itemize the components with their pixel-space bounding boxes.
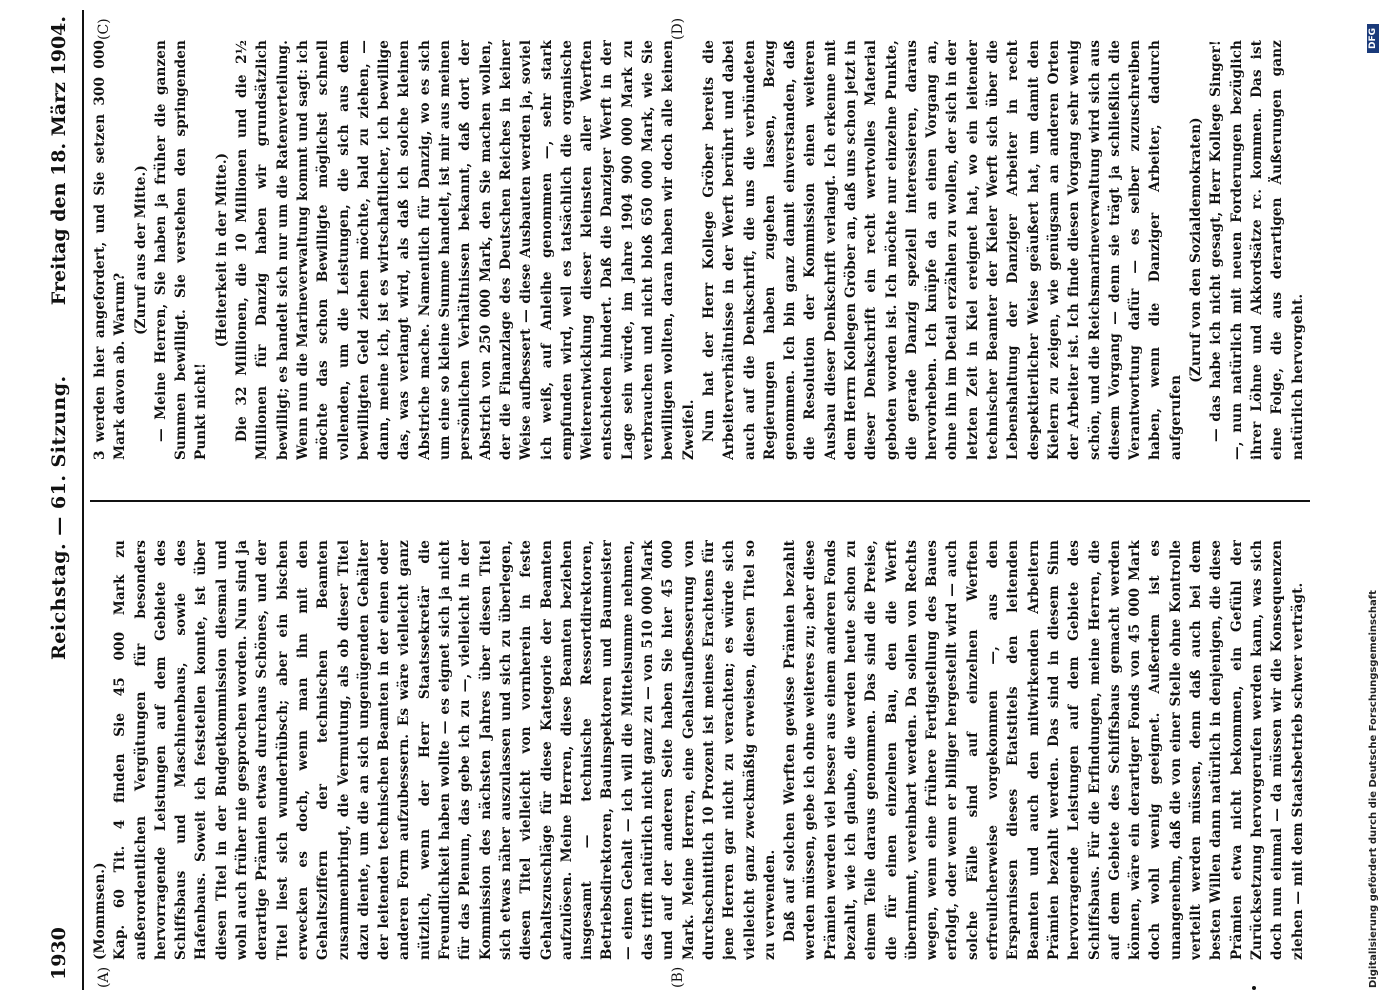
page-header [48,10,78,990]
dfg-logo: DFG [1367,24,1379,53]
interjection: (Zuruf von den Sozialdemokraten) [1188,117,1205,383]
paragraph: Daß auf solchen Werften gewisse Prämien bezahlt werden müssen, gebe ich ohne weiteres zu; aber diese Prämien werden viel besser aus einem anderen Fonds bezahlt, wie ich glaube, die werden heute schon zu einem Teile daraus genommen. Das sind die Preise, die für einen einzelnen Bau, den die Werft übernimmt, vereinbart werden. Da sollen von Rechts wegen, wenn eine frühere Fertigstellung des Baues erfolgt, oder wenn er billiger hergestellt wird — auch solche Fälle sind auf einzelnen Werften erfreulicherweise vorgekommen —, aus den Ersparnissen dieses Etatstitels den leitenden Beamten und auch den mitwirkenden Arbeitern Prämien bezahlt werden. Das sind in diesem Sinn hervorragende Leistungen auf dem Gebiete des Schiffsbaus. Für die Erfindungen, meine Herren, die auf dem Gebiete des Schiffsbaus gemacht werden können, wäre ein derartiger Fonds von 45 000 Mark doch wohl wenig geeignet. Außerdem ist es unangenehm, daß die von einer Stelle ohne Kontrolle verteilt werden müssen, denn daß auch bei dem besten Willen dann natürlich in denjenigen, die diese Prämien etwa nicht bekommen, ein Gefühl der Zurücksetzung hervorgerufen werden kann, was sich doch nun einmal — da müssen wir die Konsequenzen ziehen — mit dem Staatsbetrieb schwer verträgt. [782,540,1306,960]
digitization-credit [1368,8,1382,988]
paragraph: Die 32 Millionen, die 10 Millionen und die 2½ Millionen für Danzig haben wir grundsätzlich bewilligt; es handelt sich nur um die Ratenverteilung. Wenn nun die Marineverwaltung kommt und sagt: ich möchte das schon Bewilligte möglichst schnell vollenden, um die Leistungen, die sich aus dem bewilligten Geld ziehen möchte, bald zu ziehen, — dann, meine ich, ist es wirtschaftlicher, ich bewillige das, was verlangt wird, als daß ich solche kleinen Abstriche mache. Namentlich für Danzig, wo es sich um eine so kleine Summe handelt, ist mir aus meinen persönlichen Verhältnissen bekannt, daß dort der Abstrich von 250 000 Mark, den Sie machen wollen, der die Finanzlage des Deutschen Reiches in keiner Weise aufbessert — diese Ausbauten werden ja, soviel ich weiß, auf Anleihe genommen —, sehr stark empfunden wird, weil es tatsächlich die organische Weiterentwicklung dieser kleinsten aller Werften entschieden hindert. Daß die Danziger Werft in der Lage sein würde, im Jahre 1904 900 000 Mark zu verbrauchen und nicht bloß 650 000 Mark, wie Sie bewilligen wollten, daran haben wir doch alle keinen Zweifel. [234,40,697,460]
paragraph [1308,540,1310,960]
paragraph: Nun hat der Herr Kollege Gröber bereits die Arbeiterverhältnisse in der Werft berührt und dabei auch auf die Denkschrift, die uns die verbündeten Regierungen haben zugehen lassen, Bezug genommen. Ich bin ganz damit einverstanden, daß die Resolution der Kommission einen weiteren Ausbau dieser Denkschrift verlangt. Ich erkenne mit dem Herrn Kollegen Gröber an, daß uns schon jetzt in dieser Denkschrift ein recht wertvolles Material geboten worden ist. Ich möchte nur einzelne Punkte, die gerade Danzig speziell interessieren, daraus hervorheben. Ich knüpfe da an einen Vorgang an, ohne ihn im Detail erzählen zu wollen, der sich in der letzten Zeit in Kiel ereignet hat, wo ein leitender technischer Beamter der Kieler Werft sich über die Lebenshaltung der Danziger Arbeiter in recht despektierlicher Weise geäußert hat, um damit den Kielern zu zeigen, wie genügsam an anderen Orten der Arbeiter ist. Ich finde diesen Vorgang sehr wenig schön, und die Reichsmarineverwaltung wird sich aus diesem Vorgang — denn sie trägt ja schließlich die Verantwortung dafür — es selber zuzuschreiben haben, wenn die Danziger Arbeiter, dadurch aufgerufen [700,40,1184,460]
margin-mark-a: (A) [96,966,112,988]
interjection: (Zuruf aus der Mitte.) [132,165,149,335]
credit-text: Digitalisierung gefördert durch die Deutsche Forschungsgemeinschaft [1368,590,1379,988]
margin-mark-c: (C) [96,18,112,40]
speaker-name: (Mommsen.) [92,862,108,960]
rotated-document-page [30,10,1330,990]
page-number: 1930 [48,927,70,980]
interjection: (Heiterkeit in der Mitte.) [213,152,230,348]
paragraph: 3 werden hier angefordert, und Sie setzen 300 000 Mark davon ab. Warum? [92,40,129,460]
paragraph: Kap. 60 Tit. 4 finden Sie 45 000 Mark zu außerordentlichen Vergütungen für besonders hervorragende Leistungen auf dem Gebiete des Schiffsbaus und Maschinenbaus, sowie des Hafenbaus. Soweit ich feststellen konnte, ist über diesen Titel in der Budgetkommission diesmal und wohl auch früher nie gesprochen worden. Nun sind ja derartige Prämien etwas durchaus Schönes, und der Titel liest sich wunderhübsch; aber ein bischen erwecken es doch, wenn man ihn mit den Gehaltsziffern der technischen Beamten zusammenbringt, die Vermutung, als ob dieser Titel dazu diente, um die an sich ungenügenden Gehälter der leitenden technischen Beamten in der einen oder anderen Form aufzubessern. Es wäre vielleicht ganz nützlich, wenn der Herr Staatssekretär die Freundlichkeit haben wollte — es eignet sich ja nicht für das Plenum, das gebe ich zu —, vielleicht in der Kommission des nächsten Jahres über diesen Titel sich etwas näher auszulassen und sich zu überlegen, diesen Titel vielleicht von vornherein in feste Gehaltszuschläge für diese Kategorie der Beamten aufzulösen. Meine Herren, diese Beamten beziehen insgesamt — technische Ressortdirektoren, Betriebsdirektoren, Bauinspektoren und Baumeister — einen Gehalt — ich will die Mittelsumme nehmen, das trifft natürlich nicht ganz zu — von 510 000 Mark und auf der anderen Seite haben Sie hier 45 000 Mark. Meine Herren, eine Gehaltsaufbesserung von durchschnittlich 10 Prozent ist meines Erachtens für jene Herren gar nicht zu verachten; es würde sich vielleicht ganz zweckmäßig erweisen, diesen Titel so zu verwenden. [112,540,778,960]
margin-mark-b: (B) [670,966,686,988]
session-title: Reichstag. — 61. Sitzung. [48,375,70,660]
paragraph: — das habe ich nicht gesagt, Herr Kollege Singer! —, nun natürlich mit neuen Forderungen bezüglich ihrer Löhne und Akkordsätze rc. kommen. Das ist eine Folge, die aus derartigen Äußerungen ganz natürlich hervorgeht. [1208,40,1306,460]
right-text-column [90,40,1310,460]
margin-mark-d: (D) [670,17,686,40]
left-text-column [90,540,1310,960]
header-rule [82,10,84,990]
column-divider [90,500,1310,502]
session-date: Freitag den 18. März 1904. [48,16,70,306]
stray-dot [1252,986,1256,990]
paragraph: — Meine Herren, Sie haben ja früher die ganzen Summen bewilligt. Sie verstehen den springenden Punkt nicht! [152,40,210,460]
paragraph [1308,40,1310,460]
